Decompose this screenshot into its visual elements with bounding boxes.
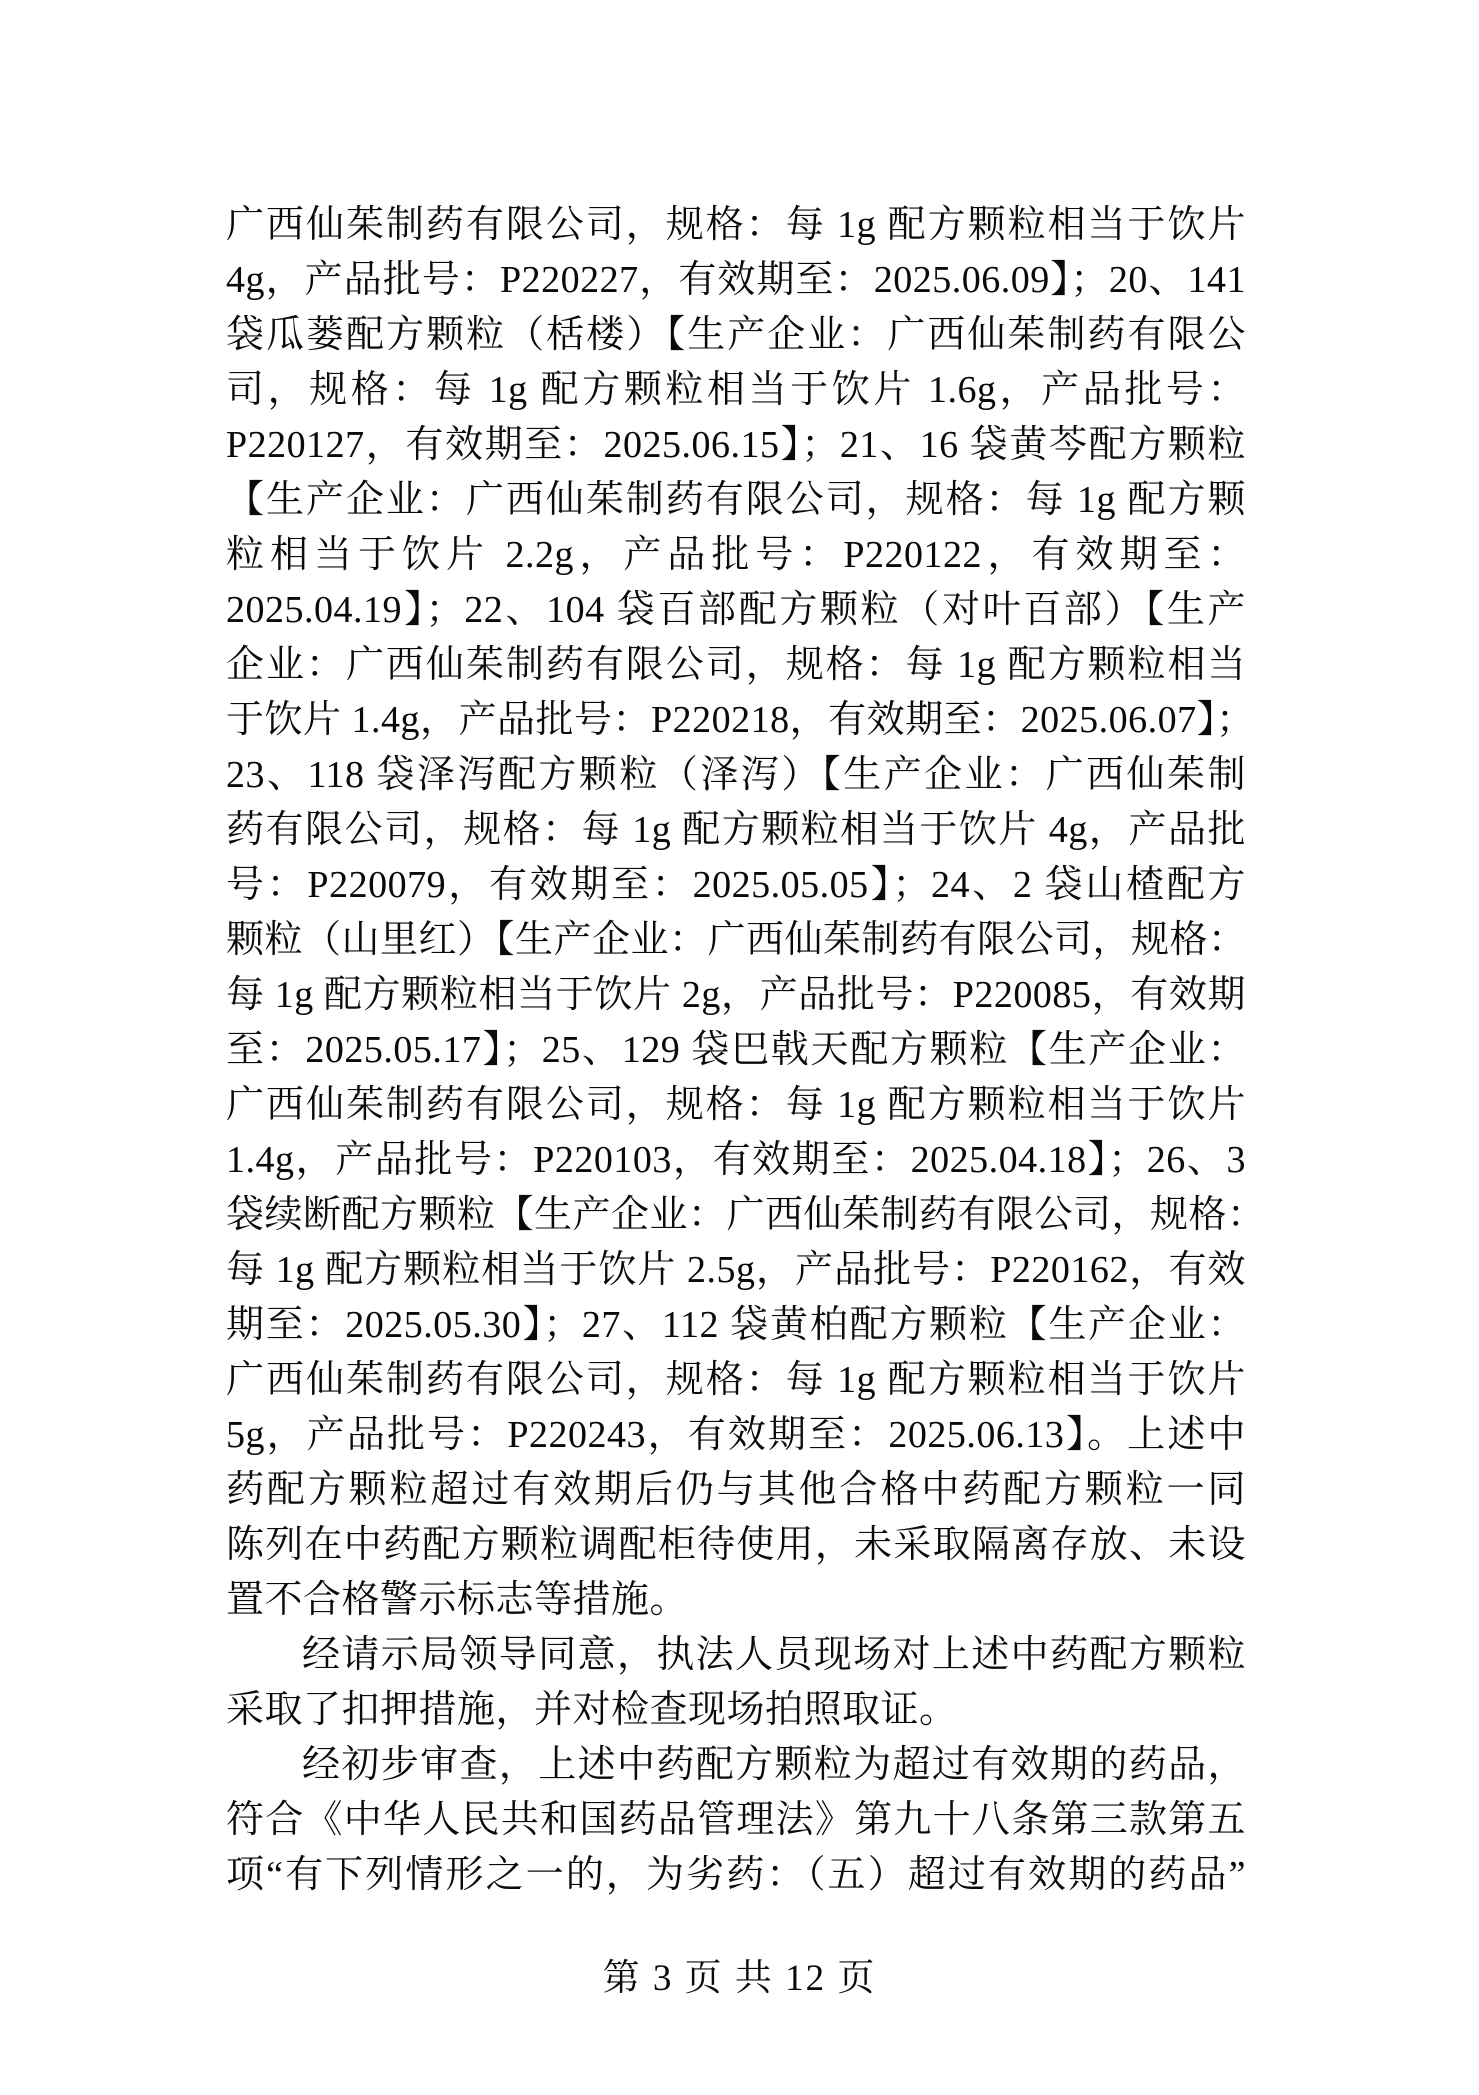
text-line: 粒相当于饮片 2.2g，产品批号：P220122，有效期至： <box>226 534 1246 576</box>
text-line: 袋瓜蒌配方颗粒（栝楼）【生产企业：广西仙茱制药有限公 <box>226 314 1246 356</box>
text-line: 于饮片 1.4g，产品批号：P220218，有效期至：2025.06.07】； <box>226 699 1255 741</box>
text-line: 广西仙茱制药有限公司，规格：每 1g 配方颗粒相当于饮片 <box>226 1359 1246 1401</box>
text-line: 2025.04.19】；22、104 袋百部配方颗粒（对叶百部）【生产 <box>226 589 1246 631</box>
text-line: 颗粒（山里红）【生产企业：广西仙茱制药有限公司，规格： <box>226 919 1247 961</box>
text-line: 广西仙茱制药有限公司，规格：每 1g 配方颗粒相当于饮片 <box>226 204 1246 246</box>
text-line: 至：2025.05.17】；25、129 袋巴戟天配方颗粒【生产企业： <box>226 1029 1246 1071</box>
text-line: 项“有下列情形之一的，为劣药：（五）超过有效期的药品” <box>226 1854 1246 1896</box>
text-line: 符合《中华人民共和国药品管理法》第九十八条第三款第五 <box>226 1799 1246 1841</box>
text-line: 号：P220079，有效期至：2025.05.05】；24、2 袋山楂配方 <box>226 864 1246 906</box>
text-line: P220127，有效期至：2025.06.15】；21、16 袋黄芩配方颗粒 <box>226 424 1246 466</box>
text-line: 企业：广西仙茱制药有限公司，规格：每 1g 配方颗粒相当 <box>226 644 1246 686</box>
text-line: 药有限公司，规格：每 1g 配方颗粒相当于饮片 4g，产品批 <box>226 809 1246 851</box>
text-line: 陈列在中药配方颗粒调配柜待使用，未采取隔离存放、未设 <box>226 1524 1246 1566</box>
text-line: 经请示局领导同意，执法人员现场对上述中药配方颗粒 <box>302 1634 1246 1676</box>
text-line: 药配方颗粒超过有效期后仍与其他合格中药配方颗粒一同 <box>226 1469 1246 1511</box>
text-line: 4g，产品批号：P220227，有效期至：2025.06.09】；20、141 <box>226 259 1246 301</box>
text-line: 每 1g 配方颗粒相当于饮片 2g，产品批号：P220085，有效期 <box>226 974 1246 1016</box>
text-line: 采取了扣押措施，并对检查现场拍照取证。 <box>226 1689 958 1731</box>
page-number-footer: 第 3 页 共 12 页 <box>602 1958 877 1999</box>
text-line: 袋续断配方颗粒【生产企业：广西仙茱制药有限公司，规格： <box>226 1194 1266 1236</box>
text-line: 广西仙茱制药有限公司，规格：每 1g 配方颗粒相当于饮片 <box>226 1084 1246 1126</box>
text-line: 司，规格：每 1g 配方颗粒相当于饮片 1.6g，产品批号： <box>226 369 1246 411</box>
text-line: 23、118 袋泽泻配方颗粒（泽泻）【生产企业：广西仙茱制 <box>226 754 1246 796</box>
text-line: 期至：2025.05.30】；27、112 袋黄柏配方颗粒【生产企业： <box>226 1304 1246 1346</box>
text-line: 每 1g 配方颗粒相当于饮片 2.5g，产品批号：P220162，有效 <box>226 1249 1246 1291</box>
text-line: 5g，产品批号：P220243，有效期至：2025.06.13】。上述中 <box>226 1414 1246 1456</box>
document-body <box>226 198 1266 1903</box>
text-line: 1.4g，产品批号：P220103，有效期至：2025.04.18】；26、3 <box>226 1139 1246 1181</box>
text-line: 经初步审查，上述中药配方颗粒为超过有效期的药品， <box>302 1744 1246 1786</box>
text-line: 【生产企业：广西仙茱制药有限公司，规格：每 1g 配方颗 <box>226 479 1246 521</box>
text-line: 置不合格警示标志等措施。 <box>226 1579 689 1621</box>
